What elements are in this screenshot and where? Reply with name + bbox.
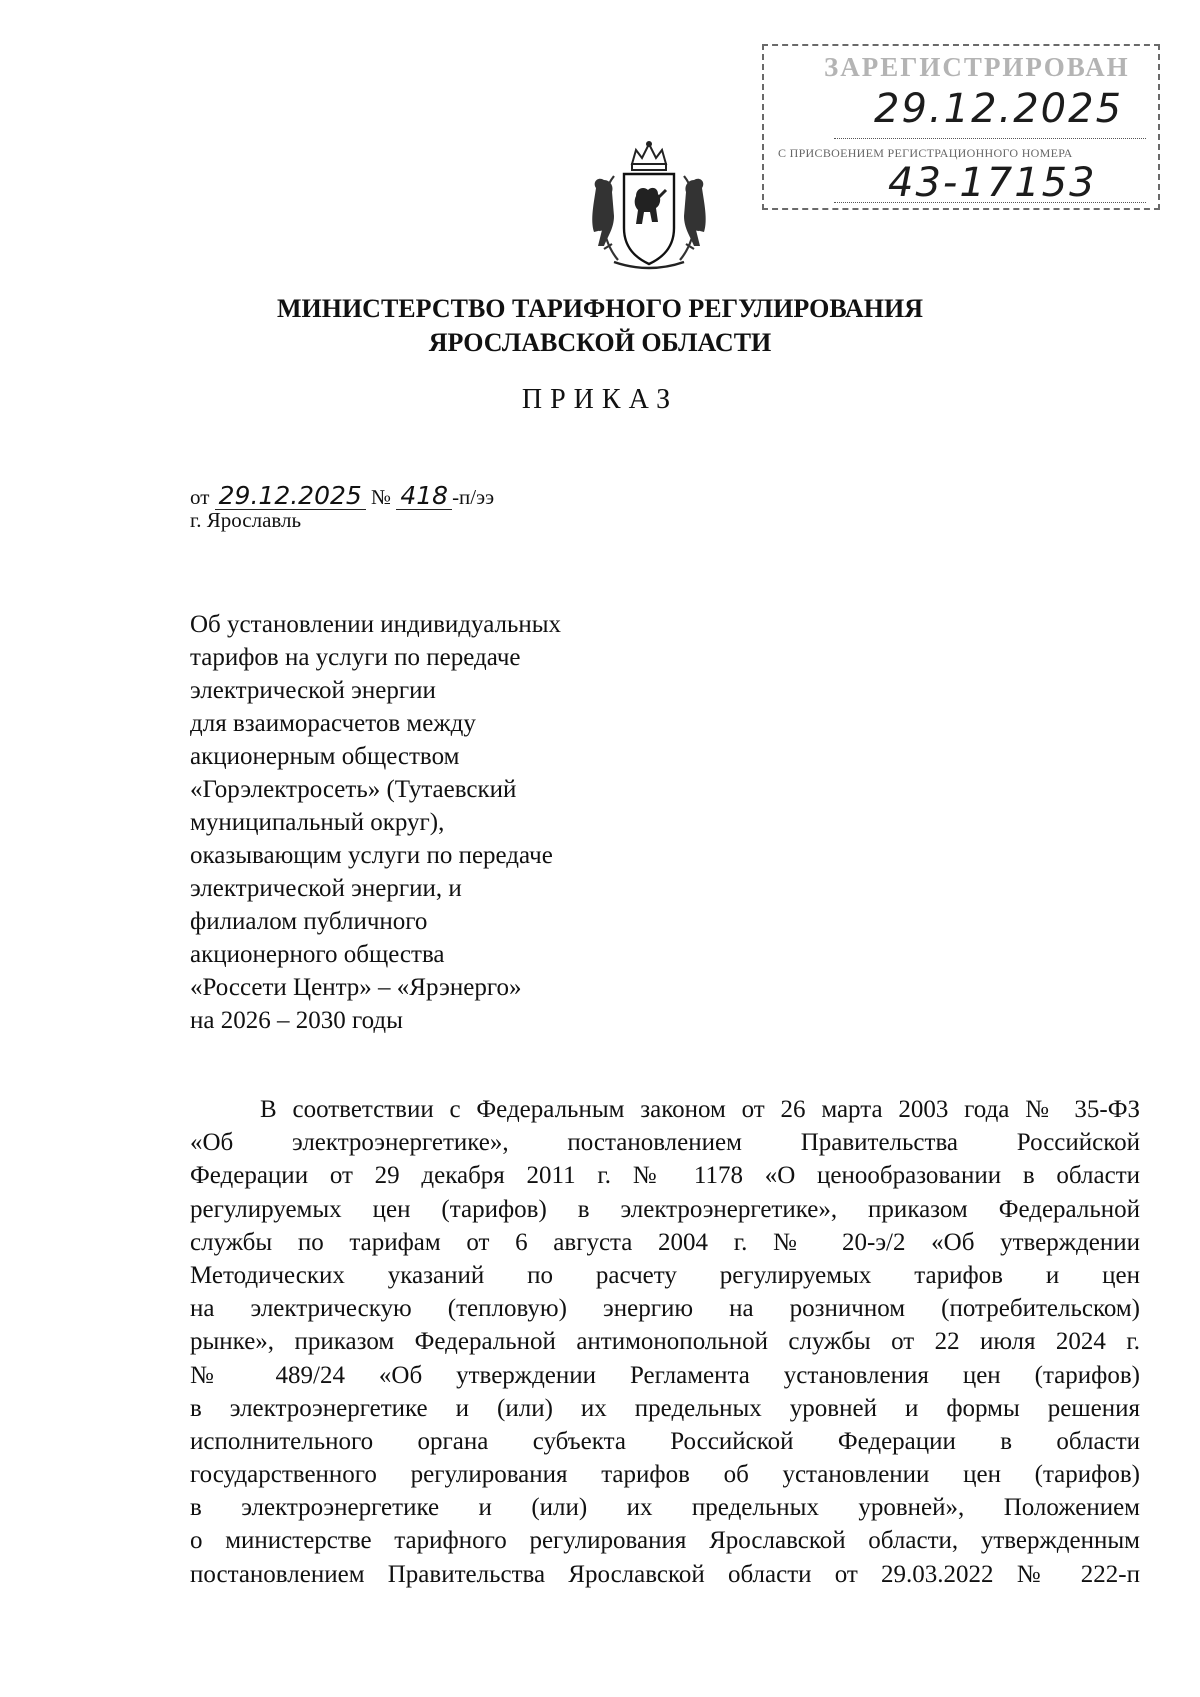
document-type: ПРИКАЗ bbox=[521, 384, 679, 415]
subject-line: для взаиморасчетов между bbox=[190, 710, 476, 737]
stamp-divider bbox=[834, 138, 1146, 139]
subject-line: Об установлении индивидуальных bbox=[190, 611, 562, 638]
order-number: 418 bbox=[396, 483, 452, 510]
subject-line: филиалом публичного bbox=[190, 908, 428, 935]
order-city: г. Ярославль bbox=[190, 508, 302, 532]
stamp-registration-number: 43-17153 bbox=[888, 160, 1097, 206]
stamp-title: ЗАРЕГИСТРИРОВАН bbox=[824, 52, 1130, 82]
body-line: в электроэнергетике и (или) их предельных уровней и формы решения bbox=[190, 1394, 1140, 1422]
body-line: службы по тарифам от 6 августа 2004 г. № 20-э/2 «Об утверждении bbox=[190, 1228, 1140, 1256]
body-line: рынке», приказом Федеральной антимонопольной службы от 22 июля 2024 г. bbox=[190, 1328, 1140, 1356]
body-line: о министерстве тарифного регулирования Ярославской области, утвержденным bbox=[190, 1527, 1140, 1555]
subject-line: на 2026 – 2030 годы bbox=[190, 1007, 403, 1034]
from-label: от bbox=[190, 485, 210, 509]
body-line: государственного регулирования тарифов об установлении цен (тарифов) bbox=[190, 1461, 1140, 1489]
body-line: на электрическую (тепловую) энергию на розничном (потребительском) bbox=[190, 1295, 1140, 1323]
body-line: В соответствии с Федеральным законом от 26 марта 2003 года № 35-ФЗ bbox=[260, 1096, 1140, 1123]
body-line: Методических указаний по расчету регулируемых тарифов и цен bbox=[190, 1261, 1140, 1289]
order-subject bbox=[190, 608, 650, 1037]
order-date: 29.12.2025 bbox=[215, 483, 366, 510]
stamp-divider bbox=[834, 202, 1146, 203]
body-line: «Об электроэнергетике», постановлением Правительства Российской bbox=[190, 1129, 1140, 1157]
body-line: регулируемых цен (тарифов) в электроэнергетике», приказом Федеральной bbox=[190, 1195, 1140, 1223]
subject-line: электрической энергии bbox=[190, 677, 436, 704]
subject-line: тарифов на услуги по передаче bbox=[190, 644, 521, 671]
number-label: № bbox=[371, 485, 392, 509]
subject-line: оказывающим услуги по передаче bbox=[190, 842, 553, 869]
ministry-name-line2: ЯРОСЛАВСКОЙ ОБЛАСТИ bbox=[428, 328, 772, 357]
body-line: в электроэнергетике и (или) их предельных уровней», Положением bbox=[190, 1494, 1140, 1522]
order-preamble bbox=[190, 1093, 1140, 1591]
subject-line: акционерного общества bbox=[190, 941, 445, 968]
body-line: № 489/24 «Об утверждении Регламента установления цен (тарифов) bbox=[190, 1361, 1140, 1389]
coat-of-arms-icon bbox=[584, 136, 714, 274]
subject-line: «Горэлектросеть» (Тутаевский bbox=[190, 776, 517, 803]
subject-line: «Россети Центр» – «Ярэнерго» bbox=[190, 974, 522, 1001]
body-line: Федерации от 29 декабря 2011 г. № 1178 «О ценообразовании в области bbox=[190, 1162, 1140, 1190]
stamp-date: 29.12.2025 bbox=[874, 86, 1124, 132]
body-line: постановлением Правительства Ярославской области от 29.03.2022 № 222-п bbox=[190, 1560, 1140, 1588]
order-number-suffix: -п/ээ bbox=[452, 485, 495, 509]
subject-line: электрической энергии, и bbox=[190, 875, 462, 902]
subject-line: акционерным обществом bbox=[190, 743, 460, 770]
registration-stamp bbox=[762, 44, 1160, 210]
body-line: исполнительного органа субъекта Российской Федерации в области bbox=[190, 1427, 1140, 1455]
subject-line: муниципальный округ), bbox=[190, 809, 445, 836]
stamp-caption: С ПРИСВОЕНИЕМ РЕГИСТРАЦИОННОГО НОМЕРА bbox=[778, 146, 1073, 160]
ministry-name-line1: МИНИСТЕРСТВО ТАРИФНОГО РЕГУЛИРОВАНИЯ bbox=[276, 294, 924, 323]
